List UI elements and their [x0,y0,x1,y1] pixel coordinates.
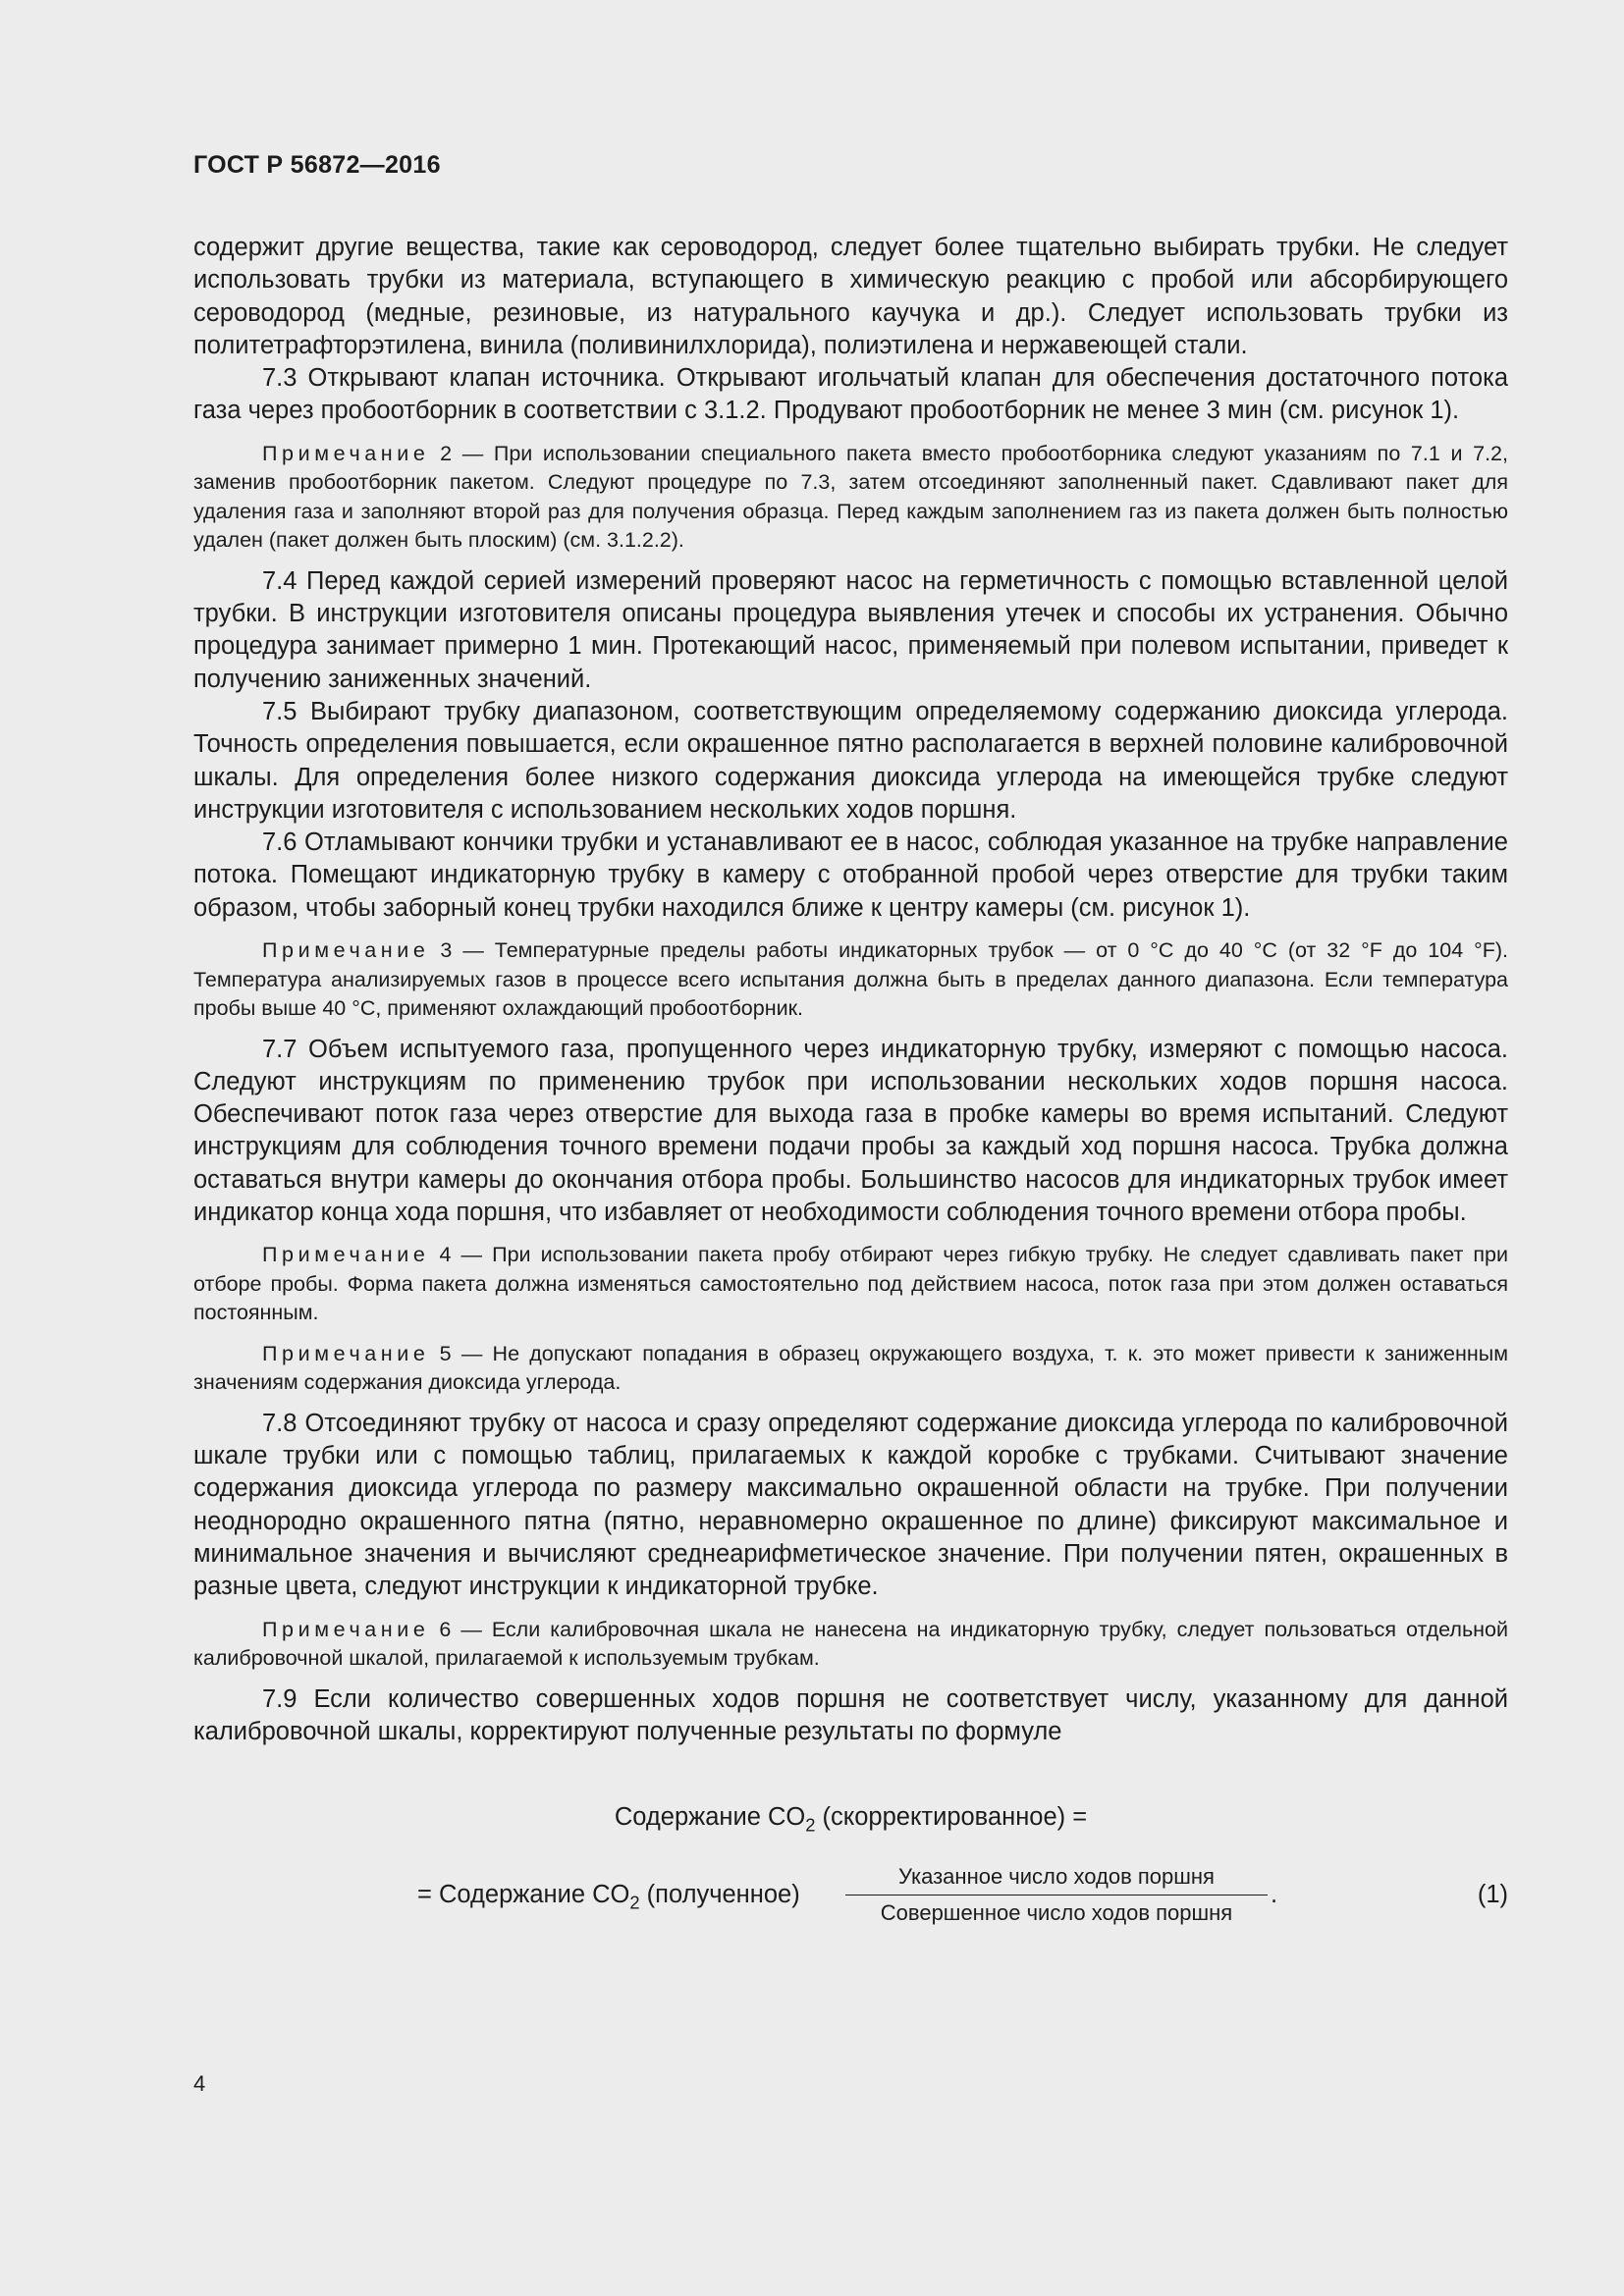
note-label: Примечание [262,441,430,465]
paragraph-7-5: 7.5 Выбирают трубку диапазоном, соответствующим определяемому содержанию диоксида углерода. Точность определения повышается, если окрашенное пятно располагается в верхней половине калибровочной шкалы. Для определения более низкого содержания диоксида углерода на имеющейся трубке следуют инструкции изготовителя с использованием нескольких ходов поршня. [193,697,1508,824]
note-6 [193,1616,1508,1674]
fraction-denominator: Совершенное число ходов поршня [880,1899,1233,1925]
fraction-numerator: Указанное число ходов поршня [898,1863,1215,1889]
note-text: 6 — Если калибровочная шкала не нанесена на индикаторную трубку, следует пользоваться отдельной калибровочной шкалой, прилагаемой к используемым трубкам. [193,1617,1508,1671]
paragraph-7-8: 7.8 Отсоединяют трубку от насоса и сразу определяют содержание диоксида углерода по калибровочной шкале трубки или с помощью таблиц, прилагаемых к каждой коробке с трубками. Считывают значение содержания диоксида углерода по размеру максимально окрашенной области на трубке. При получении неоднородно окрашенного пятна (пятно, неравномерно окрашенное по длине) фиксируют максимальное и минимальное значения и вычисляют среднеарифметическое значение. При получении пятен, окрашенных в разные цвета, следуют инструкции к индикаторной трубке. [193,1409,1508,1601]
formula-line-1 [193,1799,1508,1842]
page-number: 4 [193,2071,206,2096]
standard-header: ГОСТ Р 56872—2016 [193,151,441,179]
formula-number: (1) [1477,1880,1508,1908]
note-label: Примечание [262,1617,430,1641]
formula-period: . [1271,1880,1278,1908]
formula-subscript: 2 [805,1814,816,1836]
note-label: Примечание [262,1243,430,1267]
paragraph-7-9: 7.9 Если количество совершенных ходов поршня не соответствует числу, указанному для данной калибровочной шкалы, корректируют полученные результаты по формуле [193,1684,1508,1745]
note-3 [193,936,1508,1024]
formula-left-side [417,1881,800,1913]
formula-fraction [845,1861,1268,1929]
paragraph-7-7: 7.7 Объем испытуемого газа, пропущенного через индикаторную трубку, измеряют с помощью насоса. Следуют инструкциям по применению трубок при использовании нескольких ходов поршня насоса. Обеспечивают поток газа через отверстие для выхода газа в пробке камеры во время испытаний. Следуют инструкциям для соблюдения точного времени подачи пробы за каждый ход поршня насоса. Трубка должна оставаться внутри камеры до окончания отбора пробы. Большинство насосов для индикаторных трубок имеет индикатор конца хода поршня, что избавляет от необходимости соблюдения точного времени отбора пробы. [193,1035,1508,1227]
formula-line-2 [193,1863,1508,1928]
document-page [193,147,1508,1928]
note-label: Примечание [262,1341,430,1365]
note-label: Примечание [262,938,430,963]
paragraph-7-3: 7.3 Открывают клапан источника. Открывают игольчатый клапан для обеспечения достаточного потока газа через пробоотборник в соответствии с 3.1.2. Продувают пробоотборник не менее 3 мин (см. рисунок 1). [193,364,1508,425]
note-5 [193,1340,1508,1398]
paragraph-continuation: содержит другие вещества, такие как сероводород, следует более тщательно выбирать трубки. Не следует использовать трубки из материала, вступающего в химическую реакцию с пробой или абсорбирующего сероводород (медные, резиновые, из натурального каучука и др.). Следует использовать трубки из политетрафторэтилена, винила (поливинилхлорида), полиэтилена и нержавеющей стали. [193,234,1508,359]
note-text: 3 — Температурные пределы работы индикаторных трубок — от 0 °С до 40 °С (от 32 °F до 104 °F). Температура анализируемых газов в процессе всего испытания должна быть в пределах данного диапазона. Если температура пробы выше 40 °С, применяют охлаждающий пробоотборник. [193,938,1508,1021]
formula-text: (скорректированное) = [815,1803,1088,1832]
paragraph-7-4: 7.4 Перед каждой серией измерений проверяют насос на герметичность с помощью вставленной целой трубки. В инструкции изготовителя описаны процедура выявления утечек и способы их устранения. Обычно процедура занимает примерно 1 мин. Протекающий насос, применяемый при полевом испытании, приведет к получению заниженных значений. [193,566,1508,693]
fraction-bar [845,1895,1268,1896]
note-4 [193,1241,1508,1328]
note-text: 5 — Не допускают попадания в образец окружающего воздуха, т. к. это может привести к заниженным значениям содержания диоксида углерода. [193,1341,1508,1395]
formula-text: Содержание CO [614,1803,806,1832]
note-2 [193,440,1508,556]
formula-text: (полученное) [639,1880,800,1908]
note-text: 4 — При использовании пакета пробу отбирают через гибкую трубку. Не следует сдавливать пакет при отборе пробы. Форма пакета должна изменяться самостоятельно под действием насоса, поток газа при этом должен оставаться постоянным. [193,1243,1508,1325]
formula-text: = Содержание CO [417,1880,630,1908]
note-text: 2 — При использовании специального пакета вместо пробоотборника следуют указаниям по 7.1 и 7.2, заменив пробоотборник пакетом. Следуют процедуре по 7.3, затем отсоединяют заполненный пакет. Сдавливают пакет для удаления газа и заполняют второй раз для получения образца. Перед каждым заполнением газ из пакета должен быть полностью удален (пакет должен быть плоским) (см. 3.1.2.2). [193,441,1508,553]
formula-subscript: 2 [629,1892,640,1913]
paragraph-7-6: 7.6 Отламывают кончики трубки и устанавливают ее в насос, соблюдая указанное на трубке направление потока. Помещают индикаторную трубку в камеру с отобранной пробой через отверстие для трубки таким образом, чтобы заборный конец трубки находился ближе к центру камеры (см. рисунок 1). [193,828,1508,922]
